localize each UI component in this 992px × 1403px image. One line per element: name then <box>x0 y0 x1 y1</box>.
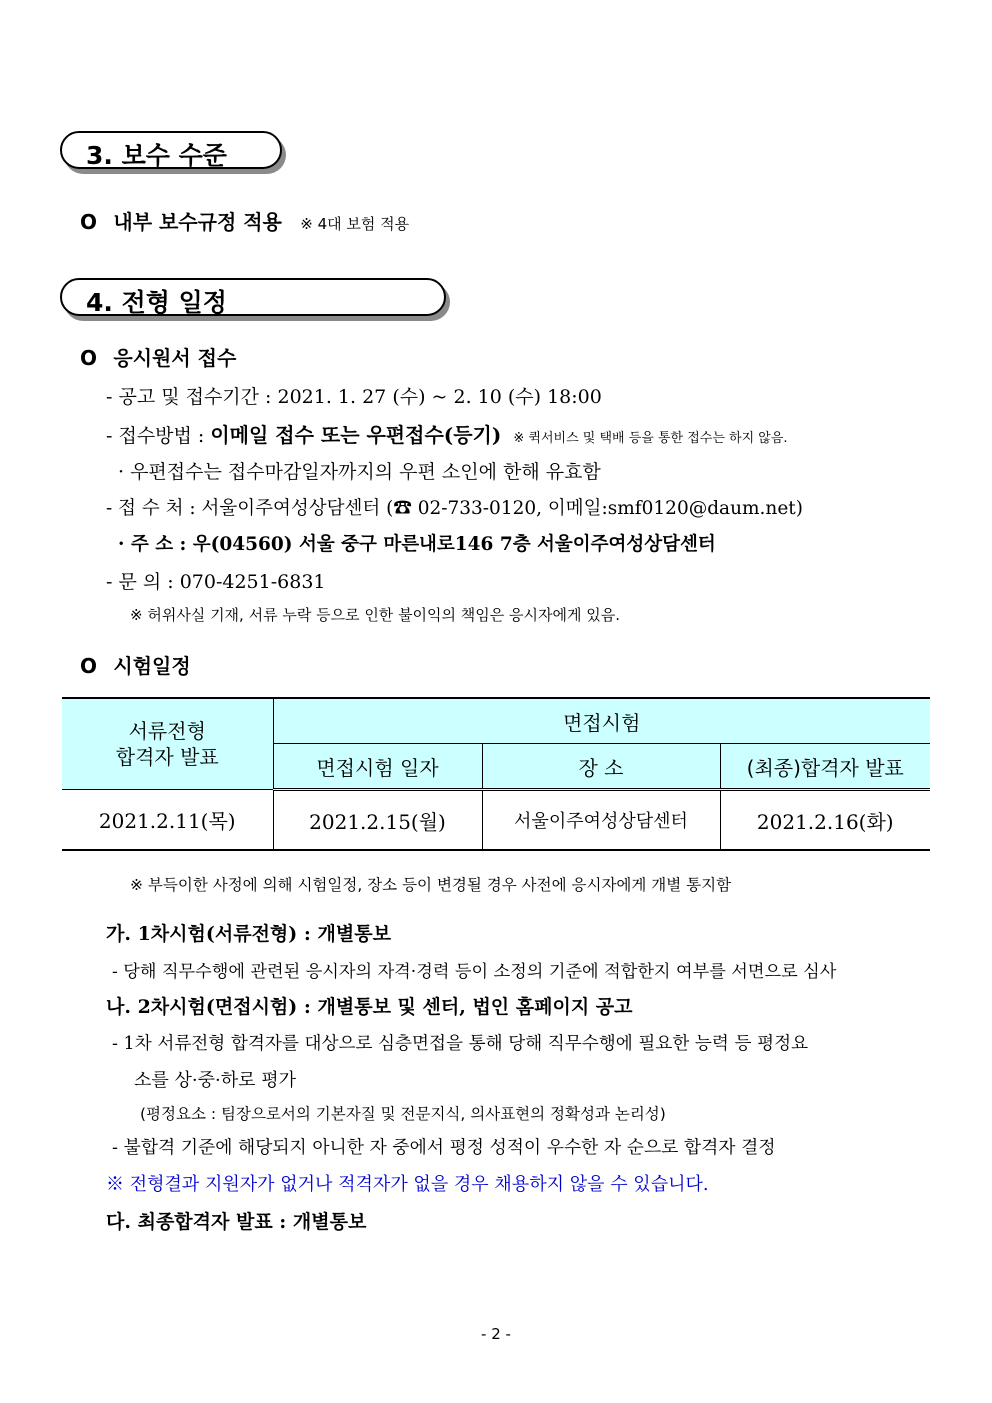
cell-document-date: 2021.2.11(목) <box>62 790 273 851</box>
mail-note: · 우편접수는 접수마감일자까지의 우편 소인에 한해 유효함 <box>118 461 601 483</box>
section-3-heading <box>60 131 282 169</box>
schedule-title: 시험일정 <box>113 654 191 678</box>
stage-na-title: 나. 2차시험(면접시험) : 개별통보 및 센터, 법인 홈페이지 공고 <box>106 996 633 1018</box>
header-interview: 면접시험 <box>273 698 930 744</box>
section-4-title: 4. 전형 일정 <box>86 288 227 317</box>
header-location: 장 소 <box>482 744 720 790</box>
receiver-line <box>106 494 803 520</box>
method-label: - 접수방법 : <box>106 425 211 447</box>
receiver-contact: 02-733-0120, 이메일:smf0120@daum.net) <box>411 498 803 519</box>
application-heading <box>80 342 236 371</box>
stage-na-fail: - 불합격 기준에 해당되지 아니한 자 중에서 평정 성적이 우수한 자 순으로 합격자 결정 <box>112 1137 776 1158</box>
stage-na-desc2: 소를 상·중·하로 평가 <box>134 1070 296 1091</box>
address-line: · 주 소 : 우(04560) 서울 중구 마른내로146 7층 서울이주여성상담센터 <box>118 534 716 555</box>
warning-line: ※ 허위사실 기재, 서류 누락 등으로 인한 불이익의 책임은 응시자에게 있음. <box>130 606 620 624</box>
page-number: - 2 - <box>481 1325 511 1343</box>
pay-line <box>80 206 409 235</box>
application-period: - 공고 및 접수기간 : 2021. 1. 27 (수) ~ 2. 10 (수) 18:00 <box>106 386 602 408</box>
method-main: 이메일 접수 또는 우편접수(등기) <box>210 423 502 447</box>
pay-note: ※ 4대 보험 적용 <box>300 215 410 233</box>
inquiry-line: - 문 의 : 070-4251-6831 <box>106 571 326 593</box>
bullet-icon: O <box>80 346 98 370</box>
header-final-result: (최종)합격자 발표 <box>720 744 930 790</box>
stage-da-title: 다. 최종합격자 발표 : 개별통보 <box>106 1211 367 1233</box>
phone-icon: ☎ <box>393 498 412 519</box>
stage-ga-desc: - 당해 직무수행에 관련된 응시자의 자격·경력 등이 소정의 기준에 적합한지 여부를 서면으로 심사 <box>112 962 837 982</box>
method-note: ※ 퀵서비스 및 택배 등을 통한 접수는 하지 않음. <box>513 431 788 446</box>
section-3-title: 3. 보수 수준 <box>86 141 227 170</box>
receiver-label: - 접 수 처 : 서울이주여성상담센터 ( <box>106 498 394 519</box>
stage-na-desc1: - 1차 서류전형 합격자를 대상으로 심층면접을 통해 당해 직무수행에 필요한 능력 등 평정요 <box>112 1034 809 1054</box>
stage-ga-title: 가. 1차시험(서류전형) : 개별통보 <box>106 923 391 945</box>
cell-final-date: 2021.2.16(화) <box>720 790 930 851</box>
pay-main: 내부 보수규정 적용 <box>113 210 282 234</box>
application-method <box>106 419 788 448</box>
bullet-icon: O <box>80 654 98 678</box>
cell-location: 서울이주여성상담센터 <box>482 790 720 851</box>
header-document-result: 서류전형 합격자 발표 <box>62 698 273 790</box>
stage-na-eval: (평정요소 : 팀장으로서의 기본자질 및 전문지식, 의사표현의 정확성과 논리성) <box>140 1105 666 1123</box>
schedule-heading <box>80 650 191 679</box>
bullet-icon: O <box>80 210 98 234</box>
section-4-heading <box>60 278 446 316</box>
application-title: 응시원서 접수 <box>113 346 237 370</box>
header-interview-date: 면접시험 일자 <box>273 744 482 790</box>
schedule-table <box>62 697 930 851</box>
stage-notice: ※ 전형결과 지원자가 없거나 적격자가 없을 경우 채용하지 않을 수 있습니다. <box>106 1174 709 1195</box>
table-row <box>62 790 930 851</box>
cell-interview-date: 2021.2.15(월) <box>273 790 482 851</box>
change-note: ※ 부득이한 사정에 의해 시험일정, 장소 등이 변경될 경우 사전에 응시자에게 개별 통지함 <box>130 876 732 894</box>
